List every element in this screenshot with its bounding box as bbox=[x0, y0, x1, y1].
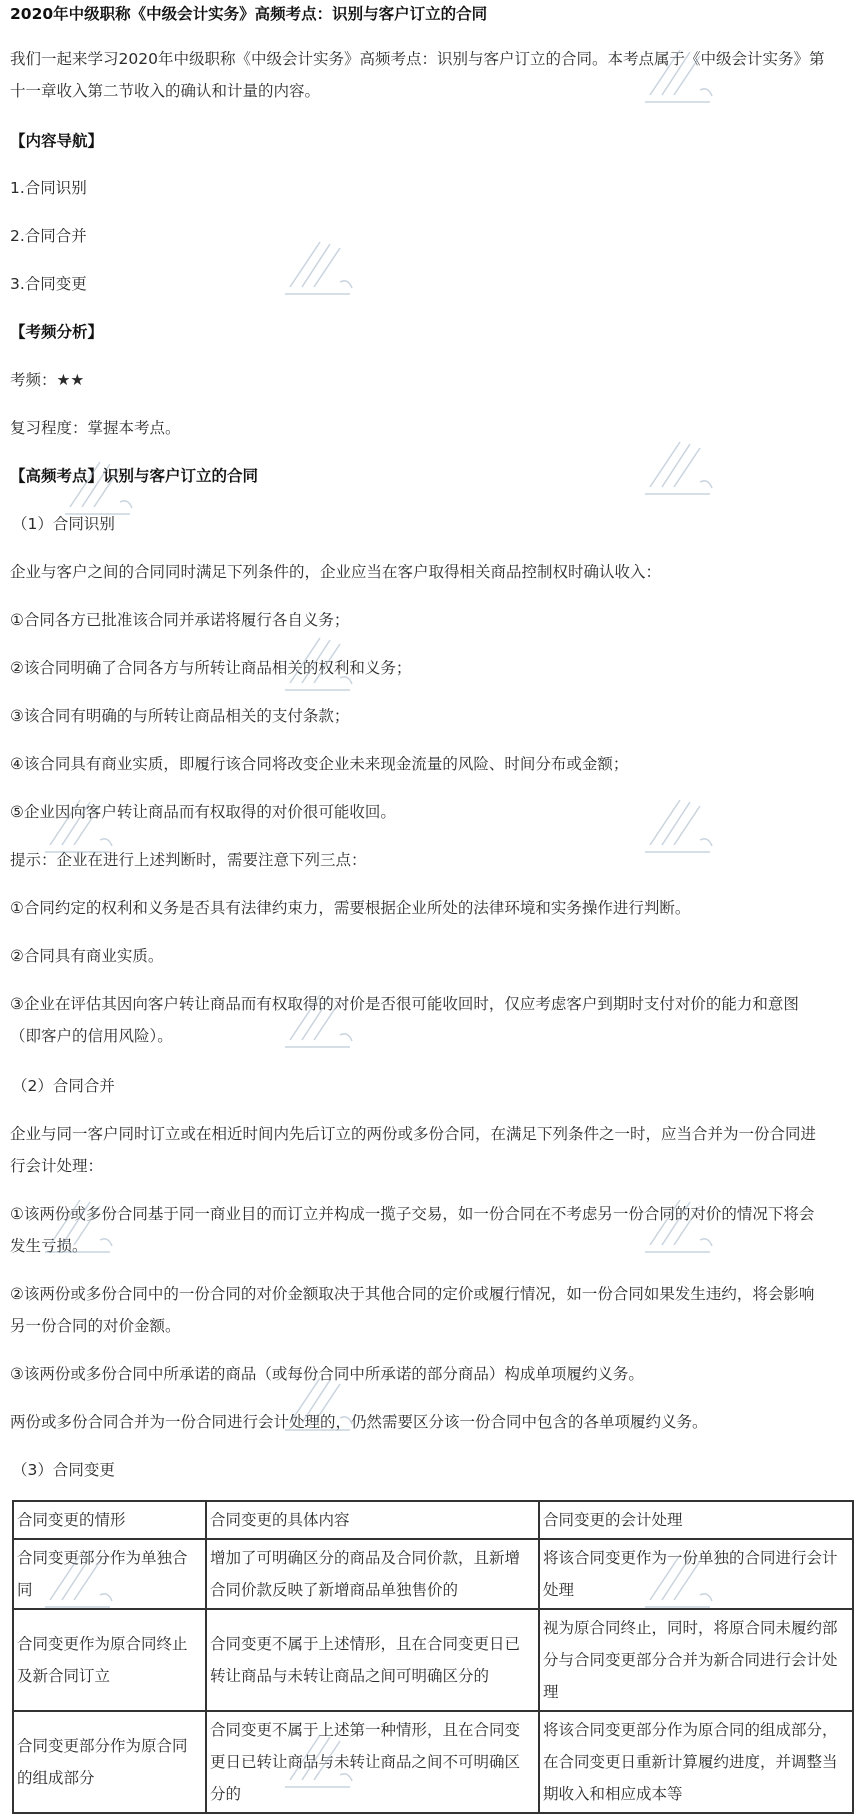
combination-item-1-line-1: ①该两份或多份合同基于同一商业目的而订立并构成一揽子交易，如一份合同在不考虑另一份合同的对价的情况下将会 bbox=[10, 1205, 815, 1223]
watermark-mark bbox=[40, 1190, 120, 1260]
recognition-item: ⑤企业因向客户转让商品而有权取得的对价很可能收回。 bbox=[10, 803, 396, 821]
watermark-mark bbox=[640, 1545, 720, 1615]
point-heading: 【高频考点】识别与客户订立的合同 bbox=[10, 467, 259, 485]
recognition-item: ③该合同有明确的与所转让商品相关的支付条款； bbox=[10, 707, 350, 725]
section-heading-recognition: （1）合同识别 bbox=[12, 515, 115, 533]
nav-heading: 【内容导航】 bbox=[10, 132, 104, 150]
watermark-mark bbox=[40, 790, 120, 860]
table-cell: 合同变更作为原合同终止及新合同订立 bbox=[13, 1609, 206, 1711]
tip-item: ①合同约定的权利和义务是否具有法律约束力，需要根据企业所处的法律环境和实务操作进行判断。 bbox=[10, 899, 691, 917]
modification-table bbox=[12, 1500, 854, 1814]
section-heading-modification: （3）合同变更 bbox=[12, 1461, 115, 1479]
section-heading-combination: （2）合同合并 bbox=[12, 1077, 115, 1095]
table-header-row bbox=[13, 1501, 853, 1539]
watermark-mark bbox=[280, 1368, 360, 1438]
nav-item: 1.合同识别 bbox=[10, 179, 87, 197]
tip-item-3-line-2: （即客户的信用风险）。 bbox=[10, 1027, 173, 1045]
table-header-cell: 合同变更的情形 bbox=[13, 1501, 206, 1539]
tip-item-3-line-1: ③企业在评估其因向客户转让商品而有权取得的对价是否很可能收回时，仅应考虑客户到期时支付对价的能力和意图 bbox=[10, 995, 799, 1013]
combination-item-1-line-2: 发生亏损。 bbox=[10, 1237, 88, 1255]
intro-paragraph-line-1: 我们一起来学习2020年中级职称《中级会计实务》高频考点：识别与客户订立的合同。本考点属于《中级会计实务》第 bbox=[10, 50, 825, 68]
recognition-item: ④该合同具有商业实质，即履行该合同将改变企业未来现金流量的风险、时间分布或金额； bbox=[10, 755, 629, 773]
combination-intro-line-1: 企业与同一客户同时订立或在相近时间内先后订立的两份或多份合同，在满足下列条件之一时，应当合并为一份合同进 bbox=[10, 1125, 817, 1143]
freq-heading: 【考频分析】 bbox=[10, 323, 104, 341]
intro-paragraph-line-2: 十一章收入第二节收入的确认和计量的内容。 bbox=[10, 82, 321, 100]
watermark-mark bbox=[280, 628, 360, 698]
watermark-mark bbox=[40, 1545, 120, 1615]
combination-intro-line-2: 行会计处理： bbox=[10, 1157, 104, 1175]
watermark-mark bbox=[640, 432, 720, 502]
table-cell: 合同变更不属于上述第一种情形，且在合同变更日已转让商品与未转让商品之间不可明确区分的 bbox=[206, 1711, 539, 1813]
nav-item: 2.合同合并 bbox=[10, 227, 87, 245]
table-row bbox=[13, 1539, 853, 1609]
combination-item-2-line-1: ②该两份或多份合同中的一份合同的对价金额取决于其他合同的定价或履行情况，如一份合同如果发生违约，将会影响 bbox=[10, 1285, 815, 1303]
table-cell: 合同变更不属于上述情形，且在合同变更日已转让商品与未转让商品之间可明确区分的 bbox=[206, 1609, 539, 1711]
tip-item: ②合同具有商业实质。 bbox=[10, 947, 164, 965]
table-cell: 增加了可明确区分的商品及合同价款，且新增合同价款反映了新增商品单独售价的 bbox=[206, 1539, 539, 1609]
freq-line: 考频：★★ bbox=[10, 371, 85, 389]
recognition-item: ②该合同明确了合同各方与所转让商品相关的权利和义务； bbox=[10, 659, 412, 677]
table-header-cell: 合同变更的会计处理 bbox=[539, 1501, 853, 1539]
watermark-mark bbox=[640, 1190, 720, 1260]
table-cell: 合同变更部分作为原合同的组成部分 bbox=[13, 1711, 206, 1813]
watermark-mark bbox=[640, 40, 720, 110]
table-cell: 合同变更部分作为单独合同 bbox=[13, 1539, 206, 1609]
recognition-intro: 企业与客户之间的合同同时满足下列条件的，企业应当在客户取得相关商品控制权时确认收入： bbox=[10, 563, 662, 581]
watermark-mark bbox=[60, 452, 140, 522]
watermark-mark bbox=[280, 1725, 360, 1795]
watermark-mark bbox=[640, 790, 720, 860]
article-title: 2020年中级职称《中级会计实务》高频考点：识别与客户订立的合同 bbox=[10, 5, 488, 23]
watermark-mark bbox=[280, 985, 360, 1055]
recognition-item: ①合同各方已批准该合同并承诺将履行各自义务； bbox=[10, 611, 350, 629]
table-cell: 将该合同变更作为一份单独的合同进行会计处理 bbox=[539, 1539, 853, 1609]
watermark-mark bbox=[280, 232, 360, 302]
table-cell: 视为原合同终止，同时，将原合同未履约部分与合同变更部分合并为新合同进行会计处理 bbox=[539, 1609, 853, 1711]
tip-intro: 提示：企业在进行上述判断时，需要注意下列三点： bbox=[10, 851, 367, 869]
nav-item: 3.合同变更 bbox=[10, 275, 87, 293]
combination-item-2-line-2: 另一份合同的对价金额。 bbox=[10, 1317, 181, 1335]
table-row bbox=[13, 1609, 853, 1711]
table-header-cell: 合同变更的具体内容 bbox=[206, 1501, 539, 1539]
review-line: 复习程度：掌握本考点。 bbox=[10, 419, 181, 437]
combination-item-3: ③该两份或多份合同中所承诺的商品（或每份合同中所承诺的部分商品）构成单项履约义务。 bbox=[10, 1365, 644, 1383]
combination-note: 两份或多份合同合并为一份合同进行会计处理的，仍然需要区分该一份合同中包含的各单项履约义务。 bbox=[10, 1413, 708, 1431]
table-cell: 将该合同变更部分作为原合同的组成部分，在合同变更日重新计算履约进度，并调整当期收入和相应成本等 bbox=[539, 1711, 853, 1813]
table-row bbox=[13, 1711, 853, 1813]
